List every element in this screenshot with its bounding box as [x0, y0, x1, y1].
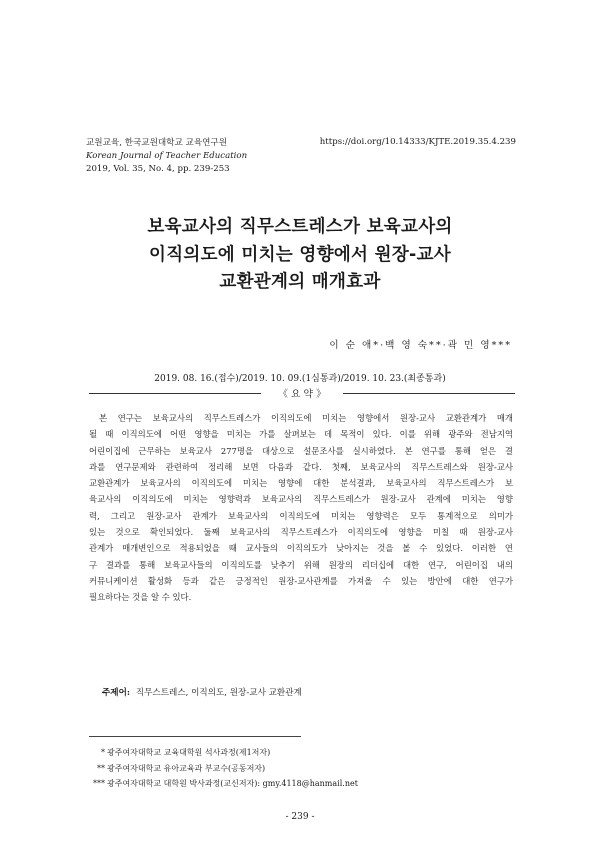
abstract-heading [89, 386, 515, 400]
divider [343, 393, 515, 394]
footnote [89, 745, 358, 761]
abstract-line: 육교사의 이직의도에 미치는 영향력과 보육교사의 직무스트레스가 원장-교사 관계에 미치는 영향 [89, 494, 513, 505]
abstract-line: 커뮤니케이션 활성화 등과 같은 긍정적인 원장-교사관계를 가져올 수 있는 방안에 대한 연구가 [89, 575, 513, 586]
journal-institution: 교원교육, 한국교원대학교 교육연구원 [86, 138, 228, 148]
doi-link[interactable]: https://doi.org/10.14333/KJTE.2019.35.4.239 [319, 137, 516, 147]
title-line: 이직의도에 미치는 영향에서 원장-교사 [148, 244, 452, 265]
footnote [89, 761, 358, 777]
author-list: 이 순 애*·백 영 숙**·곽 민 영*** [329, 340, 512, 351]
abstract-heading-label: 《 요 약 》 [278, 389, 326, 400]
keywords-text: 직무스트레스, 이직의도, 원장-교사 교환관계 [135, 688, 302, 698]
abstract-line: 교환관계가 보육교사의 이직의도에 미치는 영향에 대한 분석결과, 보육교사의 직무스트레스가 보 [89, 478, 513, 489]
footnote-text: 광주여자대학교 대학원 박사과정(교신저자): gmy.4118@hanmail.net [107, 779, 358, 788]
abstract-line: 구 결과를 통해 보육교사들의 이직의도를 낮추기 위해 원장의 리더십에 대한 연구, 어린이집 내의 [89, 559, 513, 570]
title-line: 보육교사의 직무스트레스가 보육교사의 [147, 217, 453, 237]
abstract-line: 될 때 이직의도에 어떤 영향을 미치는 가를 살펴보는 데 목적이 있다. 이를 위해 광주와 전남지역 [89, 429, 513, 440]
abstract-line: 력, 그리고 원장-교사 관계가 보육교사의 이직의도에 미치는 영향력은 모두 통계적으로 의미가 [89, 510, 513, 521]
title-line: 교환관계의 매개효과 [219, 272, 381, 292]
footnote-text: 광주여자대학교 유아교육과 부교수(공동저자) [107, 763, 266, 773]
paper-title [0, 214, 600, 297]
abstract-line: 본 연구는 보육교사의 직무스트레스가 이직의도에 미치는 영향에서 원장-교사 교환관계가 매개 [99, 413, 513, 423]
footnote-mark: ** [97, 763, 105, 773]
footnote [89, 776, 358, 792]
footnote-mark: *** [93, 779, 105, 788]
footnote-text: 광주여자대학교 교육대학원 석사과정(제1저자) [107, 748, 271, 757]
abstract-body [89, 410, 513, 606]
keywords-label: 주제어: [102, 688, 131, 698]
page-number: - 239 - [285, 812, 315, 822]
footnote-mark: * [101, 748, 105, 757]
journal-english-name: Korean Journal of Teacher Education [86, 151, 248, 161]
footnote-divider [89, 736, 301, 737]
journal-header [86, 137, 247, 176]
keywords [102, 686, 302, 698]
abstract-line: 관계가 매개변인으로 적용되었을 때 교사들의 이직의도가 낮아지는 것을 볼 수 있었다. 이러한 연 [89, 543, 513, 554]
footnotes [89, 745, 358, 792]
abstract-line: 어린이집에 근무하는 보육교사 277명을 대상으로 설문조사를 실시하였다. 본 연구를 통해 얻은 결 [89, 445, 513, 456]
volume-info: 2019, Vol. 35, No. 4, pp. 239-253 [86, 164, 230, 174]
divider [89, 393, 261, 394]
abstract-line: 있는 것으로 확인되었다. 둘째 보육교사의 직무스트레스가 이직의도에 영향을 미칠 때 원장-교사 [89, 527, 513, 538]
submission-dates: 2019. 08. 16.(접수)/2019. 10. 09.(1심통과)/2019. 10. 23.(최종통과) [154, 374, 446, 384]
abstract-line: 과를 연구문제와 관련하여 정리해 보면 다음과 같다. 첫째, 보육교사의 직무스트레스와 원장-교사 [89, 461, 513, 472]
abstract-line: 필요하다는 것을 알 수 있다. [89, 592, 192, 603]
